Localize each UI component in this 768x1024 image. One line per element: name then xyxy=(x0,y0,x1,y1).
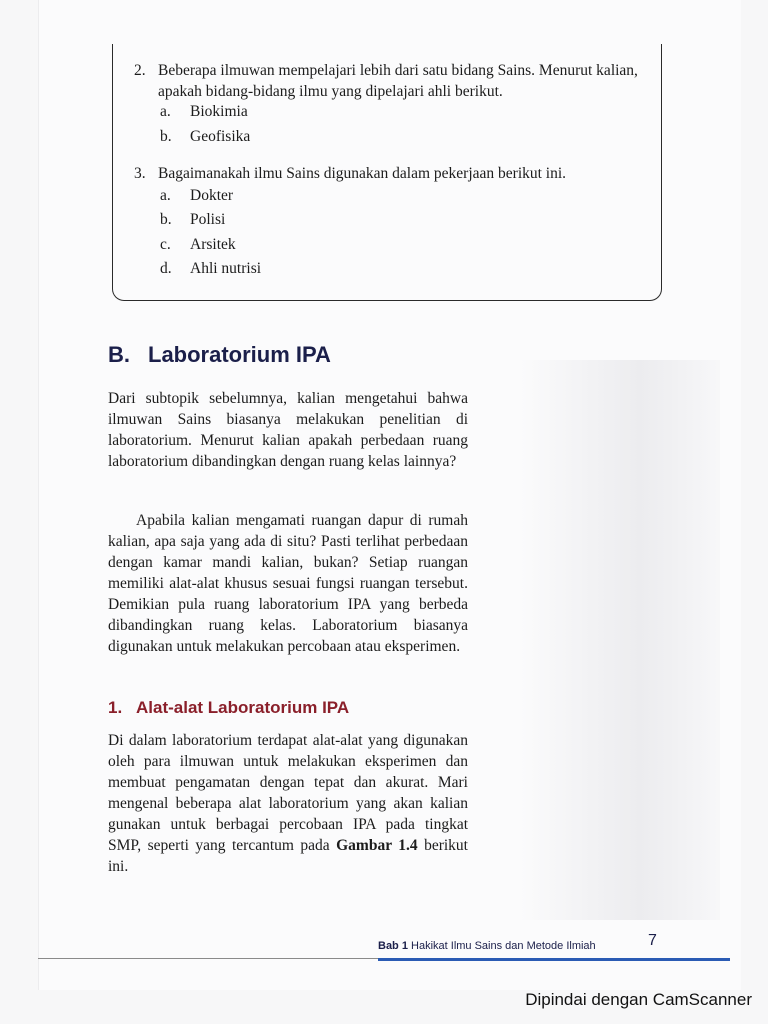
subsection-number: 1. xyxy=(108,698,123,717)
figure-reference: Gambar 1.4 xyxy=(336,837,418,854)
option-text: Ahli nutrisi xyxy=(190,260,262,277)
page-shadow xyxy=(520,360,720,920)
subsection-heading xyxy=(108,698,349,718)
running-footer xyxy=(378,940,596,952)
chapter-title: Hakikat Ilmu Sains dan Metode Ilmiah xyxy=(407,940,596,952)
question-number: 2. xyxy=(134,62,146,79)
option-text: Arsitek xyxy=(190,236,236,253)
option-label: c. xyxy=(160,236,171,253)
section-letter: B. xyxy=(108,342,130,367)
option-label: d. xyxy=(160,260,172,277)
section-heading xyxy=(108,342,331,368)
option-label: a. xyxy=(160,187,171,204)
question-number: 3. xyxy=(134,165,146,182)
question-text: Beberapa ilmuwan mempelajari lebih dari satu bidang Sains. Menurut kalian, apakah bidang-bidang ilmu yang dipelajari ahli berikut. xyxy=(158,62,638,100)
section-title: Laboratorium IPA xyxy=(148,342,331,367)
option-label: b. xyxy=(160,211,172,228)
subsection-title: Alat-alat Laboratorium IPA xyxy=(136,698,350,717)
option-text: Dokter xyxy=(190,187,234,204)
option-text: Polisi xyxy=(190,211,226,228)
option-label: b. xyxy=(160,128,172,145)
question-text: Bagaimanakah ilmu Sains digunakan dalam pekerjaan berikut ini. xyxy=(158,165,567,182)
paragraph-text: Di dalam laboratorium terdapat alat-alat yang digunakan oleh para ilmuwan untuk melakukan eksperimen dan membuat pengamatan dengan tepat dan akurat. Mari mengenal beberapa alat laboratorium yang akan kalian gunakan untuk berbagai percobaan IPA pada tingkat SMP, seperti yang tercantum pada xyxy=(108,732,468,854)
page-number: 7 xyxy=(648,932,657,949)
subsection-paragraph xyxy=(108,730,468,877)
scanner-watermark: Dipindai dengan CamScanner xyxy=(525,990,752,1009)
footer-accent-rule xyxy=(378,958,730,961)
option-label: a. xyxy=(160,103,171,120)
option-text: Biokimia xyxy=(190,103,248,120)
paragraph-text-end: berikut ini. xyxy=(108,837,468,875)
section-paragraph-1: Dari subtopik sebelumnya, kalian mengetahui bahwa ilmuwan Sains biasanya melakukan penelitian di laboratorium. Menurut kalian apakah perbedaan ruang laboratorium dibandingkan dengan ruang kelas lainnya? xyxy=(108,390,468,470)
option-text: Geofisika xyxy=(190,128,251,145)
section-paragraph-2: Apabila kalian mengamati ruangan dapur di rumah kalian, apa saja yang ada di situ? Pasti terlihat perbedaan dengan kamar mandi kalian, bukan? Setiap ruangan memiliki alat-alat khusus sesuai fungsi ruangan tersebut. Demikian pula ruang laboratorium IPA yang berbeda dibandingkan ruang kelas. Laboratorium biasanya digunakan untuk melakukan percobaan atau eksperimen. xyxy=(108,512,468,655)
chapter-label: Bab 1 xyxy=(378,940,408,952)
